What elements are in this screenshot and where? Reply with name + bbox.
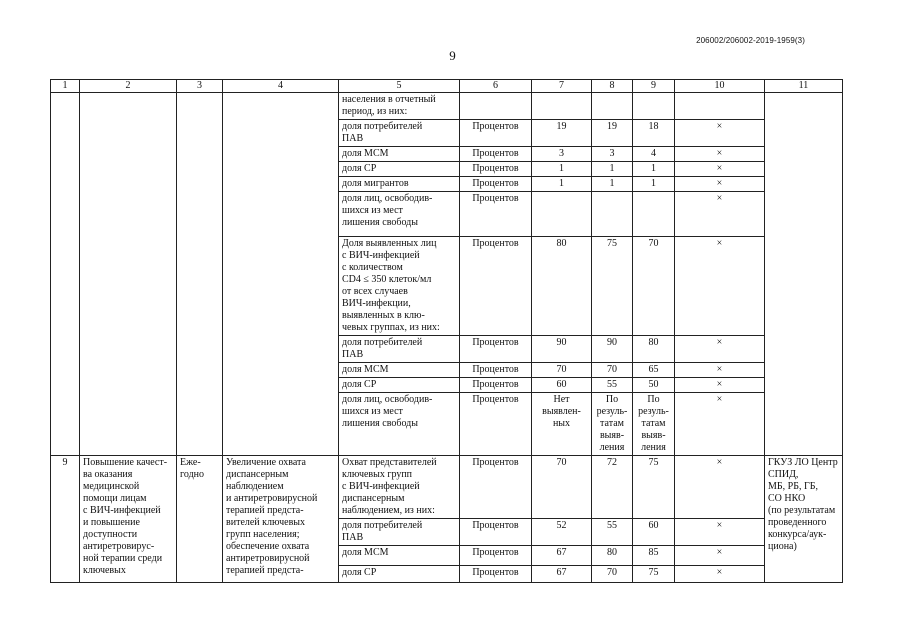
item-number-cell [51, 93, 80, 456]
value-col10: × [675, 546, 765, 566]
value-2020: 1 [592, 177, 633, 192]
indicator-unit [460, 93, 532, 120]
value-2020: 80 [592, 546, 633, 566]
indicator-name: доля потребителей ПАВ [339, 120, 460, 147]
indicator-unit: Процентов [460, 566, 532, 583]
item-period-cell [177, 93, 223, 456]
value-2020 [592, 192, 633, 237]
value-2020: 19 [592, 120, 633, 147]
column-number: 11 [765, 80, 843, 93]
item-name-cell [80, 93, 177, 456]
value-2019 [532, 192, 592, 237]
value-col10: × [675, 393, 765, 456]
value-2021: 60 [633, 519, 675, 546]
indicator-unit: Процентов [460, 393, 532, 456]
document-id: 206002/206002-2019-1959(3) [696, 36, 805, 45]
value-2020: 72 [592, 456, 633, 519]
value-2020: 55 [592, 378, 633, 393]
indicator-name: доля СР [339, 378, 460, 393]
value-col10: × [675, 363, 765, 378]
value-2021: 1 [633, 162, 675, 177]
indicator-name: доля МСМ [339, 546, 460, 566]
value-2020: 55 [592, 519, 633, 546]
indicator-unit: Процентов [460, 456, 532, 519]
item-executor-cell [765, 93, 843, 456]
value-col10: × [675, 120, 765, 147]
value-col10: × [675, 162, 765, 177]
column-number: 8 [592, 80, 633, 93]
value-2021: По резуль- татам выяв- ления [633, 393, 675, 456]
value-2019: 3 [532, 147, 592, 162]
value-2019: 70 [532, 363, 592, 378]
indicators-table [50, 79, 843, 583]
value-2020: 90 [592, 336, 633, 363]
indicator-name: Охват представителей ключевых групп с ВИЧ-инфекцией диспансерным наблюдением, из них: [339, 456, 460, 519]
table-row [51, 93, 843, 120]
column-number: 10 [675, 80, 765, 93]
value-2020: 70 [592, 566, 633, 583]
value-2019: 67 [532, 546, 592, 566]
value-2019: 1 [532, 162, 592, 177]
value-2021 [633, 192, 675, 237]
table-row [51, 456, 843, 519]
indicator-unit: Процентов [460, 120, 532, 147]
value-2019: 70 [532, 456, 592, 519]
value-col10: × [675, 519, 765, 546]
value-2020: По резуль- татам выяв- ления [592, 393, 633, 456]
value-2019: 19 [532, 120, 592, 147]
value-col10 [675, 93, 765, 120]
item-result-cell [223, 93, 339, 456]
value-col10: × [675, 177, 765, 192]
indicator-unit: Процентов [460, 546, 532, 566]
value-2019: 1 [532, 177, 592, 192]
indicator-unit: Процентов [460, 378, 532, 393]
value-col10: × [675, 237, 765, 336]
indicator-name: доля СР [339, 566, 460, 583]
value-col10: × [675, 566, 765, 583]
column-number: 1 [51, 80, 80, 93]
indicator-unit: Процентов [460, 363, 532, 378]
item-result-cell: Увеличение охвата диспансерным наблюдением и антиретровирусной терапией предста- вителей ключевых групп населения; обеспечение охвата антиретровирусной терапией предста- [223, 456, 339, 583]
value-2019: 60 [532, 378, 592, 393]
value-col10: × [675, 378, 765, 393]
indicator-unit: Процентов [460, 147, 532, 162]
indicator-unit: Процентов [460, 519, 532, 546]
indicator-unit: Процентов [460, 237, 532, 336]
value-2021: 80 [633, 336, 675, 363]
item-number-cell: 9 [51, 456, 80, 583]
value-col10: × [675, 192, 765, 237]
value-2019: Нет выявлен- ных [532, 393, 592, 456]
value-col10: × [675, 456, 765, 519]
value-2020: 3 [592, 147, 633, 162]
value-2019 [532, 93, 592, 120]
item-name-cell: Повышение качест- ва оказания медицинской помощи лицам с ВИЧ-инфекцией и повышение доступности антиретровирус- ной терапии среди ключевых [80, 456, 177, 583]
value-2019: 80 [532, 237, 592, 336]
value-2019: 90 [532, 336, 592, 363]
indicator-unit: Процентов [460, 162, 532, 177]
value-2020: 1 [592, 162, 633, 177]
page-number: 9 [449, 48, 456, 63]
indicator-unit: Процентов [460, 192, 532, 237]
value-2019: 67 [532, 566, 592, 583]
indicator-unit: Процентов [460, 177, 532, 192]
indicator-name: доля МСМ [339, 147, 460, 162]
item-period-cell: Еже- годно [177, 456, 223, 583]
column-number: 6 [460, 80, 532, 93]
value-2021: 65 [633, 363, 675, 378]
value-2019: 52 [532, 519, 592, 546]
value-2021: 75 [633, 456, 675, 519]
column-number: 5 [339, 80, 460, 93]
value-2021: 75 [633, 566, 675, 583]
indicator-name: доля потребителей ПАВ [339, 336, 460, 363]
column-number: 9 [633, 80, 675, 93]
indicator-name: доля СР [339, 162, 460, 177]
indicator-name: доля потребителей ПАВ [339, 519, 460, 546]
indicator-unit: Процентов [460, 336, 532, 363]
column-number: 3 [177, 80, 223, 93]
indicator-name: доля лиц, освободив- шихся из мест лишения свободы [339, 192, 460, 237]
value-2021: 18 [633, 120, 675, 147]
column-number: 4 [223, 80, 339, 93]
value-2021: 85 [633, 546, 675, 566]
value-2021: 70 [633, 237, 675, 336]
indicator-name: доля мигрантов [339, 177, 460, 192]
indicator-name: доля лиц, освободив- шихся из мест лишения свободы [339, 393, 460, 456]
value-2021: 50 [633, 378, 675, 393]
value-2020: 70 [592, 363, 633, 378]
indicator-name: населения в отчетный период, из них: [339, 93, 460, 120]
indicator-name: доля МСМ [339, 363, 460, 378]
value-2021 [633, 93, 675, 120]
column-number: 7 [532, 80, 592, 93]
column-number: 2 [80, 80, 177, 93]
indicator-name: Доля выявленных лиц с ВИЧ-инфекцией с количеством CD4 ≤ 350 клеток/мл от всех случаев ВИЧ-инфекции, выявленных в клю- чевых группах, из них: [339, 237, 460, 336]
value-col10: × [675, 147, 765, 162]
item-executor-cell: ГКУЗ ЛО Центр СПИД, МБ, РБ, ГБ, СО НКО (по результатам проведенного конкурса/аук- циона) [765, 456, 843, 583]
value-col10: × [675, 336, 765, 363]
value-2020: 75 [592, 237, 633, 336]
value-2020 [592, 93, 633, 120]
column-numbers-row [51, 80, 843, 93]
value-2021: 4 [633, 147, 675, 162]
value-2021: 1 [633, 177, 675, 192]
